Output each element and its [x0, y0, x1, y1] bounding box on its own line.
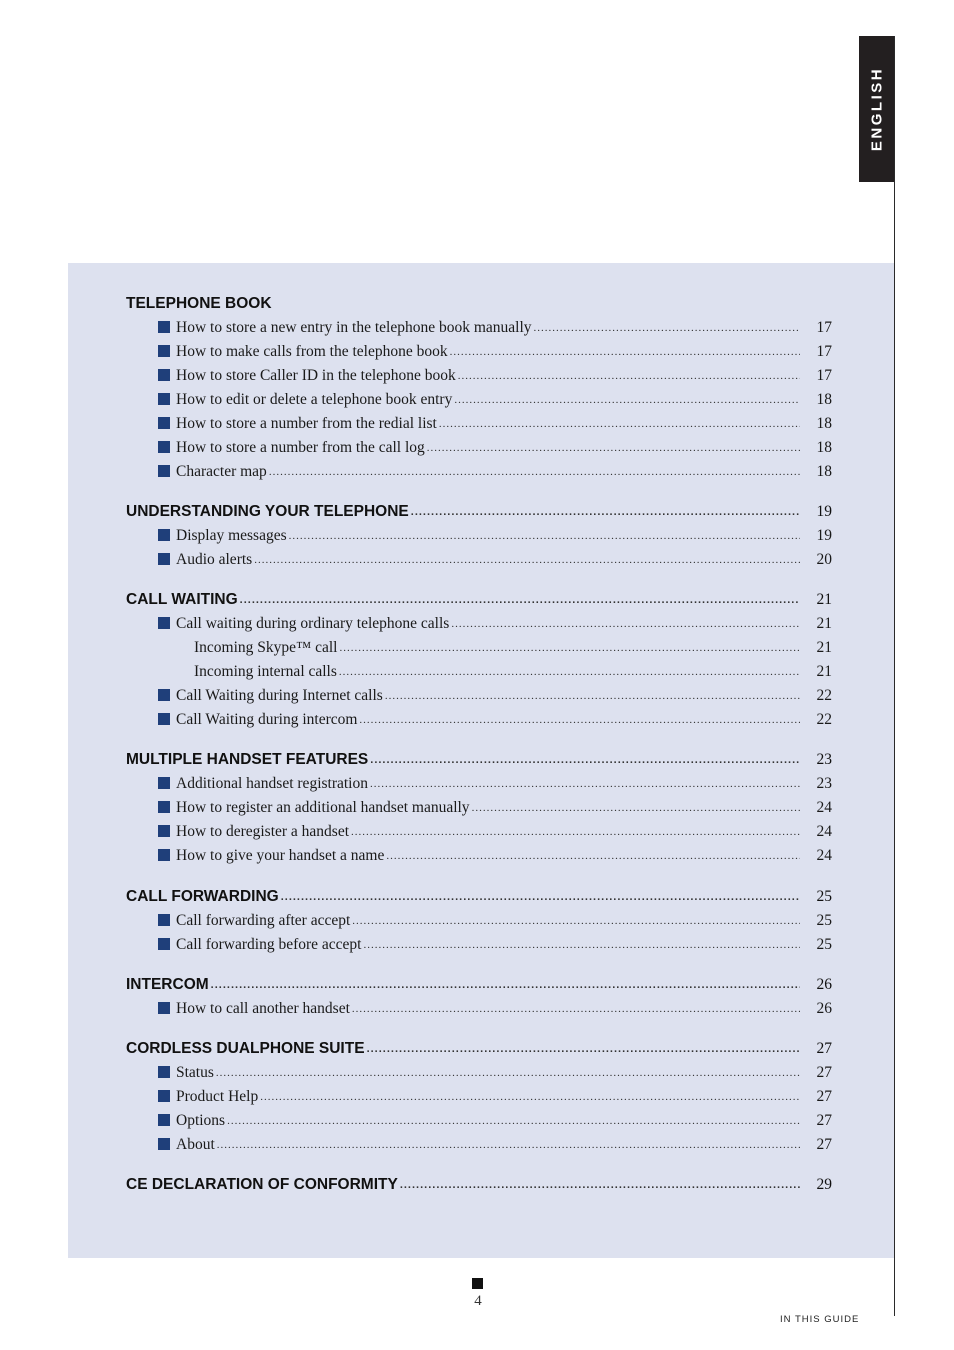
toc-page-number: 22	[816, 711, 832, 728]
square-bullet-icon	[158, 553, 170, 565]
dot-leader	[240, 588, 800, 612]
dot-leader	[339, 660, 800, 684]
toc-entry[interactable]	[126, 660, 832, 684]
toc-entry-label: Incoming internal calls	[194, 663, 337, 680]
toc-section	[126, 1037, 832, 1157]
square-bullet-icon	[158, 1066, 170, 1078]
dot-leader	[339, 636, 800, 660]
dot-leader	[385, 684, 800, 708]
toc-heading[interactable]	[126, 885, 832, 909]
toc-entry[interactable]	[126, 933, 832, 957]
toc-entry[interactable]	[126, 796, 832, 820]
toc-entry[interactable]	[126, 844, 832, 868]
toc-entry-label: How to deregister a handset	[176, 823, 350, 840]
dot-leader	[260, 1085, 800, 1109]
toc-page-number: 21	[816, 639, 832, 656]
toc-entry[interactable]	[126, 820, 832, 844]
square-bullet-icon	[158, 1138, 170, 1150]
toc-entry-label: How to make calls from the telephone book	[176, 343, 448, 360]
toc-entry[interactable]	[126, 364, 832, 388]
dot-leader	[227, 1109, 800, 1133]
toc-section	[126, 1173, 832, 1197]
footer-running-title: IN THIS GUIDE	[780, 1314, 860, 1325]
toc-entry[interactable]	[126, 524, 832, 548]
dot-leader	[367, 1037, 800, 1061]
dot-leader	[216, 1061, 800, 1085]
dot-leader	[450, 340, 800, 364]
toc-page-number: 23	[816, 775, 832, 792]
dot-leader	[427, 436, 800, 460]
toc-section	[126, 973, 832, 1021]
footer-page-number: 4	[474, 1293, 482, 1309]
toc-entry-label: Additional handset registration	[176, 775, 368, 792]
toc-entry[interactable]	[126, 1061, 832, 1085]
toc-entry[interactable]	[126, 316, 832, 340]
toc-entry-label: How to store Caller ID in the telephone book	[176, 367, 456, 384]
toc-entry[interactable]	[126, 460, 832, 484]
toc-entry-label: How to give your handset a name	[176, 847, 385, 864]
toc-page-number: 17	[816, 367, 832, 384]
toc-entry[interactable]	[126, 340, 832, 364]
toc-section	[126, 588, 832, 732]
dot-leader	[439, 412, 800, 436]
toc-entry[interactable]	[126, 684, 832, 708]
toc-entry-label: Call Waiting during intercom	[176, 711, 358, 728]
dot-leader	[370, 772, 800, 796]
toc-entry-label: How to store a number from the redial list	[176, 415, 437, 432]
toc-section	[126, 500, 832, 572]
toc-entry[interactable]	[126, 772, 832, 796]
dot-leader	[254, 548, 800, 572]
toc-page-number: 21	[816, 591, 832, 608]
toc-page-number: 25	[816, 912, 832, 929]
dot-leader	[217, 1133, 800, 1157]
toc-heading[interactable]	[126, 1037, 832, 1061]
toc-section	[126, 292, 832, 484]
toc-entry-label: Status	[176, 1064, 214, 1081]
toc-entry[interactable]	[126, 1085, 832, 1109]
toc-page-number: 17	[816, 319, 832, 336]
toc-heading-label: CORDLESS DUALPHONE SUITE	[126, 1040, 365, 1057]
toc-heading[interactable]	[126, 292, 832, 316]
toc-entry-label: Call Waiting during Internet calls	[176, 687, 383, 704]
toc-entry[interactable]	[126, 548, 832, 572]
square-bullet-icon	[158, 849, 170, 861]
toc-heading-label: UNDERSTANDING YOUR TELEPHONE	[126, 503, 409, 520]
toc-page-number: 23	[816, 751, 832, 768]
toc-entry-label: How to store a number from the call log	[176, 439, 425, 456]
square-bullet-icon	[158, 1002, 170, 1014]
toc-entry-label: Product Help	[176, 1088, 259, 1105]
toc-page-number: 18	[816, 463, 832, 480]
toc-page-number: 20	[816, 551, 832, 568]
dot-leader	[352, 909, 800, 933]
dot-leader	[211, 973, 800, 997]
toc-entry[interactable]	[126, 388, 832, 412]
square-bullet-icon	[158, 321, 170, 333]
language-tab-label: ENGLISH	[868, 66, 885, 152]
square-bullet-icon	[158, 825, 170, 837]
toc-heading[interactable]	[126, 588, 832, 612]
square-bullet-icon	[158, 914, 170, 926]
dot-leader	[472, 796, 800, 820]
toc-page-number: 24	[816, 823, 832, 840]
dot-leader	[351, 820, 800, 844]
toc-page-number: 29	[816, 1176, 832, 1193]
toc-heading-label: CALL WAITING	[126, 591, 238, 608]
toc-page-number: 27	[816, 1064, 832, 1081]
toc-heading-label: MULTIPLE HANDSET FEATURES	[126, 751, 369, 768]
toc-heading[interactable]	[126, 748, 832, 772]
toc-entry[interactable]	[126, 412, 832, 436]
square-bullet-icon	[158, 465, 170, 477]
side-rule	[894, 36, 895, 1316]
toc-entry-label: About	[176, 1136, 215, 1153]
toc-entry[interactable]	[126, 1133, 832, 1157]
toc-entry-label: Call waiting during ordinary telephone calls	[176, 615, 450, 632]
toc-section	[126, 748, 832, 868]
toc-section	[126, 885, 832, 957]
toc-heading-label: TELEPHONE BOOK	[126, 295, 272, 312]
toc-entry-label: Display messages	[176, 527, 287, 544]
toc-heading[interactable]	[126, 500, 832, 524]
toc-page-number: 25	[816, 888, 832, 905]
toc-entry[interactable]	[126, 997, 832, 1021]
toc-entry-label: Audio alerts	[176, 551, 253, 568]
toc-page-number: 18	[816, 391, 832, 408]
toc-page-number: 18	[816, 415, 832, 432]
toc-entry-label: Options	[176, 1112, 226, 1129]
toc-page-number: 27	[816, 1112, 832, 1129]
dot-leader	[400, 1173, 800, 1197]
dot-leader	[411, 500, 800, 524]
toc-page-number: 26	[816, 1000, 832, 1017]
square-bullet-icon	[158, 801, 170, 813]
square-bullet-icon	[158, 938, 170, 950]
dot-leader	[281, 885, 800, 909]
toc-entry-label: Call forwarding after accept	[176, 912, 351, 929]
toc-page-number: 25	[816, 936, 832, 953]
toc-entry[interactable]	[126, 1109, 832, 1133]
square-bullet-icon	[158, 441, 170, 453]
toc-heading-label: CE DECLARATION OF CONFORMITY	[126, 1176, 398, 1193]
square-bullet-icon	[158, 345, 170, 357]
language-tab	[859, 36, 894, 182]
toc-heading-label: CALL FORWARDING	[126, 888, 279, 905]
dot-leader	[386, 844, 800, 868]
toc-entry-label: Incoming Skype™ call	[194, 639, 338, 656]
square-bullet-icon	[158, 1114, 170, 1126]
square-bullet-icon	[158, 529, 170, 541]
toc-page-number: 17	[816, 343, 832, 360]
toc-page-number: 24	[816, 847, 832, 864]
toc-page-number: 27	[816, 1088, 832, 1105]
toc-entry[interactable]	[126, 612, 832, 636]
toc-page-number: 27	[816, 1136, 832, 1153]
square-bullet-icon	[158, 713, 170, 725]
dot-leader	[352, 997, 800, 1021]
toc-entry-label: How to edit or delete a telephone book entry	[176, 391, 453, 408]
toc-entry-label: Call forwarding before accept	[176, 936, 362, 953]
toc-entry[interactable]	[126, 636, 832, 660]
dot-leader	[458, 364, 800, 388]
square-bullet-icon	[158, 1090, 170, 1102]
toc-entry-label: Character map	[176, 463, 267, 480]
square-bullet-icon	[158, 417, 170, 429]
square-bullet-icon	[158, 777, 170, 789]
dot-leader	[534, 316, 800, 340]
square-bullet-icon	[158, 689, 170, 701]
toc-entry[interactable]	[126, 708, 832, 732]
toc-page-number: 19	[816, 503, 832, 520]
dot-leader	[454, 388, 800, 412]
dot-leader	[451, 612, 800, 636]
square-bullet-icon	[158, 617, 170, 629]
toc-page-number: 26	[816, 976, 832, 993]
toc-heading-label: INTERCOM	[126, 976, 209, 993]
dot-leader	[363, 933, 800, 957]
toc-entry-label: How to call another handset	[176, 1000, 350, 1017]
toc-page-number: 22	[816, 687, 832, 704]
dot-leader	[359, 708, 800, 732]
toc-page-number: 21	[816, 663, 832, 680]
toc-page-number: 24	[816, 799, 832, 816]
footer-square-icon	[472, 1278, 483, 1289]
toc-page-number: 27	[816, 1040, 832, 1057]
toc-page-number: 19	[816, 527, 832, 544]
toc-entry-label: How to register an additional handset manually	[176, 799, 470, 816]
dot-leader	[370, 748, 800, 772]
toc-entry[interactable]	[126, 436, 832, 460]
toc-page-number: 21	[816, 615, 832, 632]
dot-leader	[289, 524, 800, 548]
toc-heading[interactable]	[126, 1173, 832, 1197]
toc-entry[interactable]	[126, 909, 832, 933]
square-bullet-icon	[158, 393, 170, 405]
toc-entry-label: How to store a new entry in the telephone book manually	[176, 319, 532, 336]
toc-heading[interactable]	[126, 973, 832, 997]
toc-page-number: 18	[816, 439, 832, 456]
square-bullet-icon	[158, 369, 170, 381]
dot-leader	[269, 460, 800, 484]
